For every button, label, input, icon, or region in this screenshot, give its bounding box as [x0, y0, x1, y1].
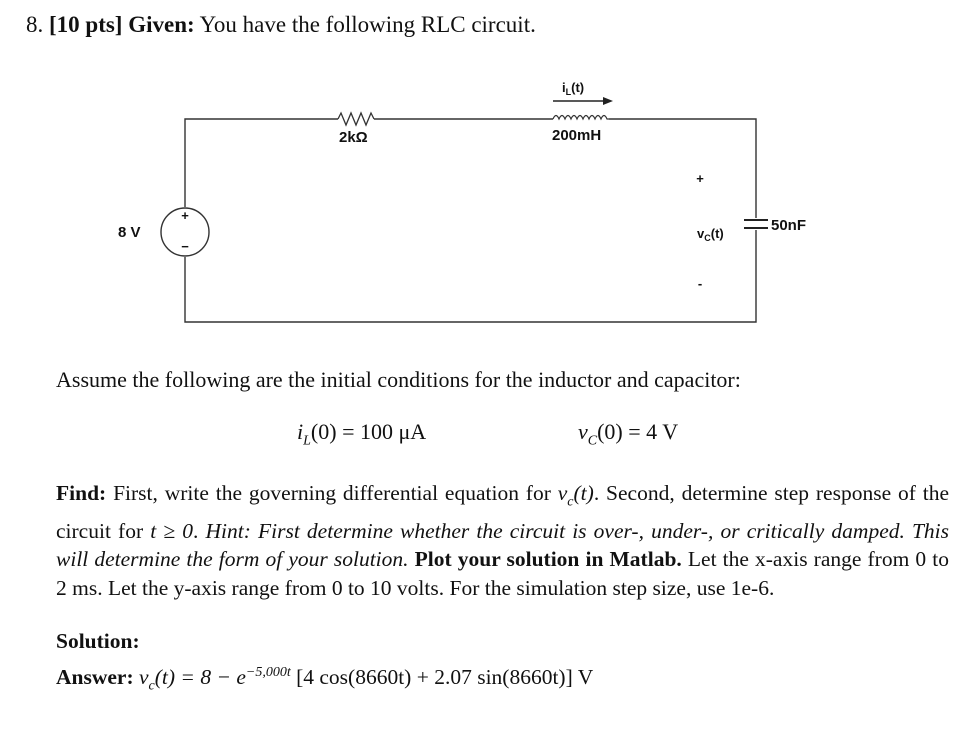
- current-arrow: [553, 97, 613, 105]
- inductor-initial-condition: $i_L(0) = 100$ μA: [297, 419, 427, 449]
- rlc-circuit-diagram: [0, 0, 977, 360]
- capacitor-label: 50nF: [771, 217, 807, 234]
- inductor-label: 200mH: [552, 127, 602, 144]
- resistor-symbol: [338, 113, 374, 125]
- capacitor-initial-condition: $v_C(0) = 4$ V: [578, 419, 679, 449]
- answer-line: Answer: $v_c(t) = 8 - e^{-5,000t}$ [4 cos(8660t) + 2.07 sin(8660t)] V: [56, 665, 594, 694]
- given-label: Given:: [128, 12, 195, 37]
- current-label: $i_L(t)$: [562, 80, 585, 97]
- circuit-wires: [185, 119, 756, 322]
- vc-minus: -: [697, 276, 703, 291]
- vc-label: $v_C(t)$: [697, 226, 724, 243]
- capacitor-symbol: [744, 220, 768, 228]
- source-minus: −: [181, 239, 189, 254]
- inductor-symbol: [553, 116, 609, 120]
- resistor-label: 2kΩ: [339, 129, 368, 146]
- source-plus: +: [181, 208, 189, 223]
- initial-conditions-intro: Assume the following are the initial conditions for the inductor and capacitor:: [56, 367, 741, 392]
- given-text: You have the following RLC circuit.: [199, 12, 536, 37]
- question-points: [10 pts]: [49, 12, 123, 37]
- source-voltage-label: 8 V: [118, 224, 141, 241]
- vc-plus: +: [696, 171, 704, 186]
- find-paragraph: Find: First, write the governing differential equation for $v_c(t)$. Second, determine step response of the circuit for t ≥ 0. Hint: First determine whether the circuit is over-, under-, or critically damped. This will determine the form of your solution. Plot your solution in Matlab. Let the x-axis range from 0 to 2 ms. Let the y-axis range from 0 to 10 volts. For the simulation step size, use 1e-6.: [56, 481, 950, 601]
- question-number: 8.: [26, 12, 44, 37]
- solution-label: Solution:: [56, 629, 140, 653]
